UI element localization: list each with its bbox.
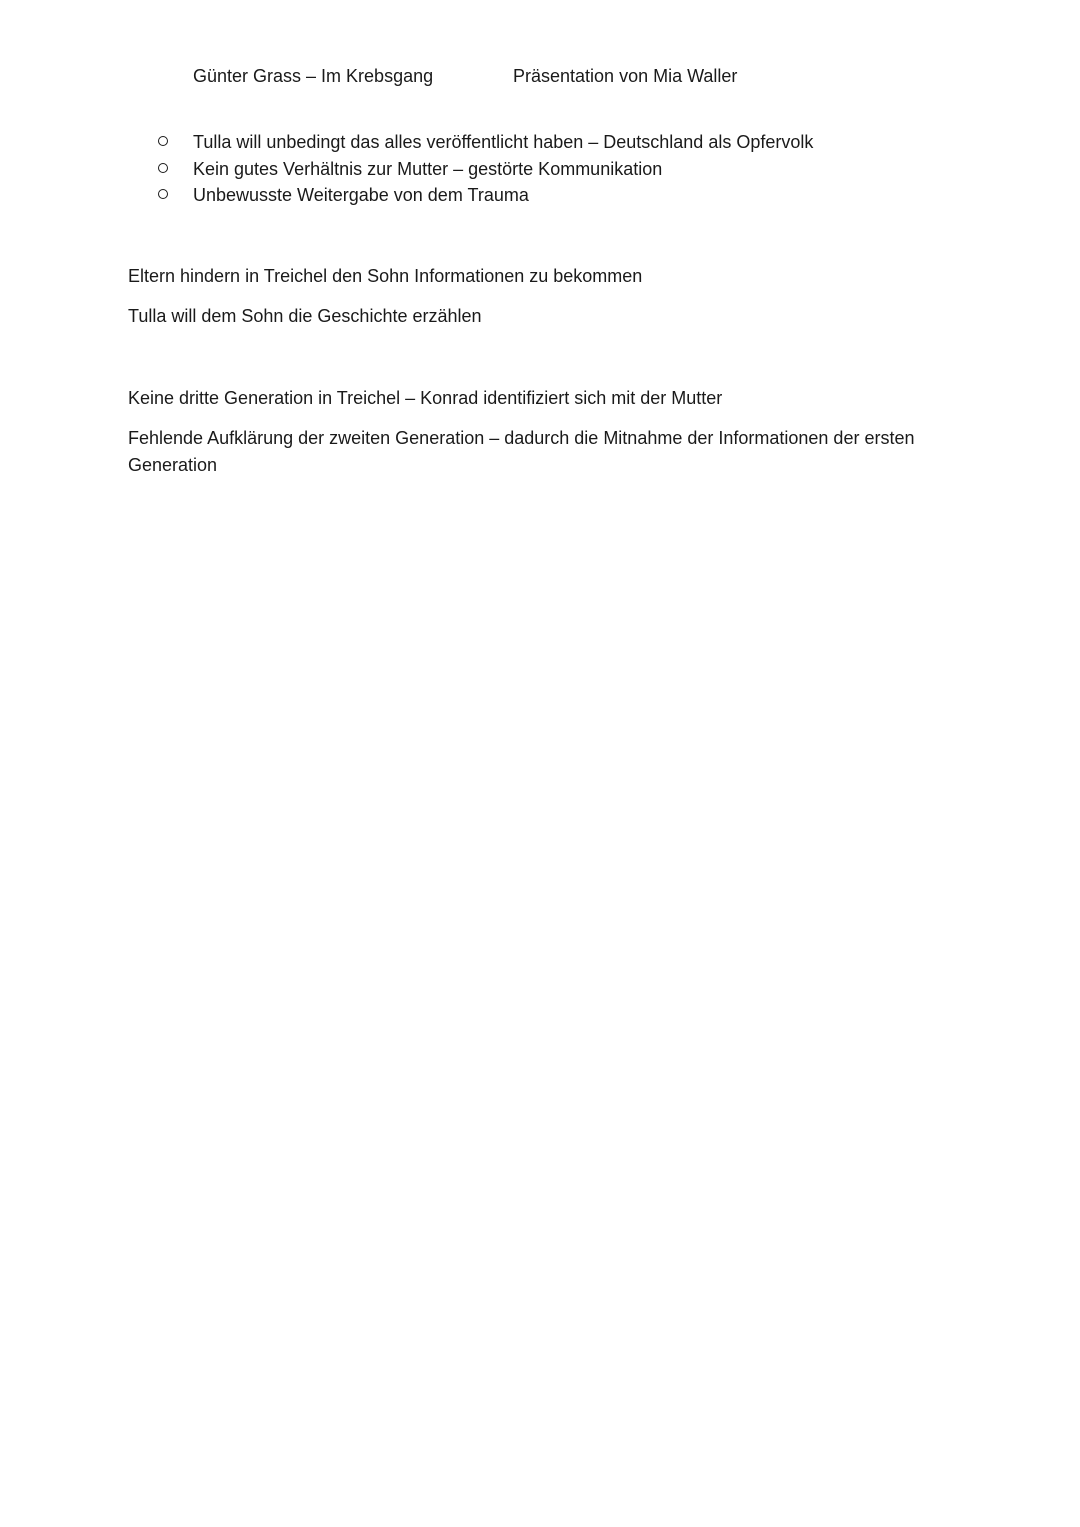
list-item xyxy=(158,181,813,208)
list-item-text: Tulla will unbedingt das alles veröffentlicht haben – Deutschland als Opfervolk xyxy=(193,132,814,152)
circle-bullet-icon xyxy=(158,189,168,199)
circle-bullet-icon xyxy=(158,136,168,146)
list-item-text: Kein gutes Verhältnis zur Mutter – gestörte Kommunikation xyxy=(193,158,663,179)
list-item-text: Unbewusste Weitergabe von dem Trauma xyxy=(193,185,529,205)
paragraph: Tulla will dem Sohn die Geschichte erzählen xyxy=(128,306,482,326)
paragraph: Eltern hindern in Treichel den Sohn Informationen zu bekommen xyxy=(128,266,643,286)
header-author: Präsentation von Mia Waller xyxy=(513,66,738,86)
bullet-list xyxy=(158,128,813,208)
paragraph: Keine dritte Generation in Treichel – Konrad identifiziert sich mit der Mutter xyxy=(128,388,723,408)
header-title: Günter Grass – Im Krebsgang xyxy=(193,66,434,86)
list-item xyxy=(158,155,813,182)
list-item xyxy=(158,128,813,155)
circle-bullet-icon xyxy=(158,163,168,173)
paragraph: Fehlende Aufklärung der zweiten Generation – dadurch die Mitnahme der Informationen der ersten Generation xyxy=(128,428,915,475)
